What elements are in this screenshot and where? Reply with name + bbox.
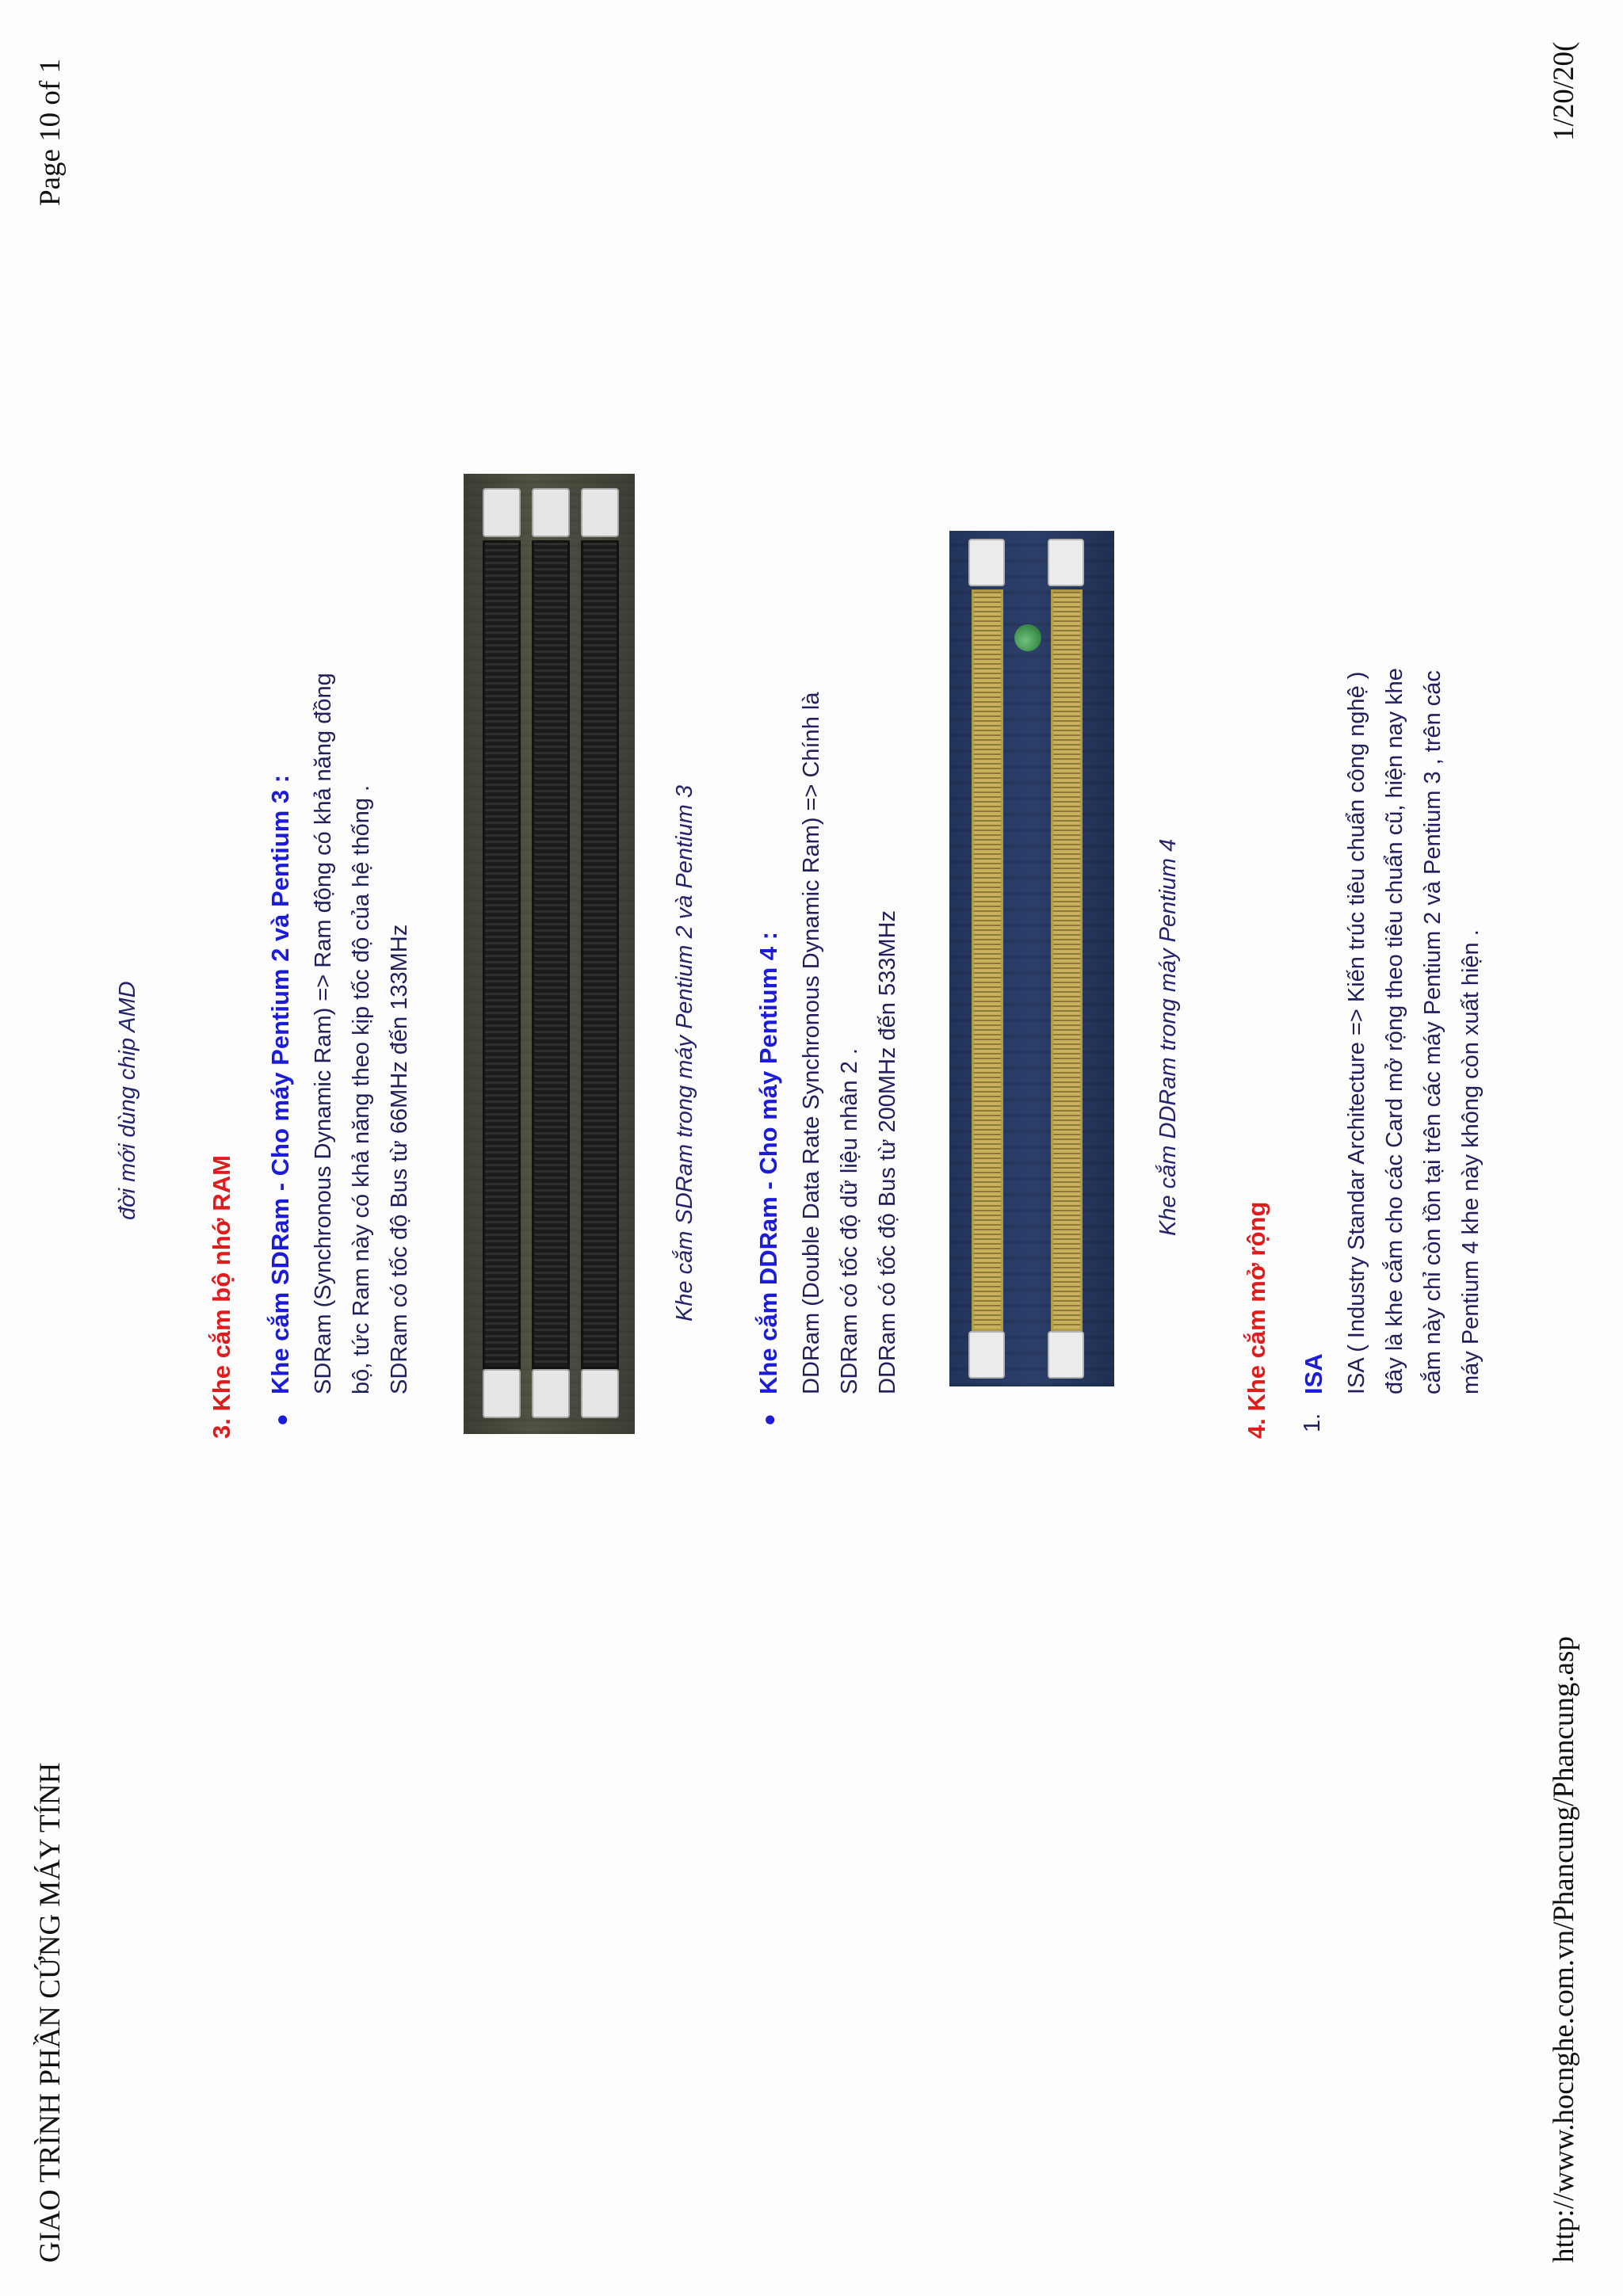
section-4-heading: 4. Khe cắm mở rộng — [1243, 1201, 1270, 1439]
ddram-line-1: DDRam (Double Data Rate Synchronous Dynamic Ram) => Chính là — [799, 692, 824, 1394]
slot-clip — [483, 488, 521, 537]
page-number: Page 10 of 1 — [34, 59, 67, 206]
ddram-line-3: DDRam có tốc độ Bus từ 200MHz đến 533MHz — [875, 910, 900, 1394]
isa-line-3: cắm này chỉ còn tồn tại trên các máy Pentium 2 và Pentium 3 , trên các — [1420, 670, 1445, 1394]
ddram-slot — [972, 589, 1003, 1331]
ddram-heading: Khe cắm DDRam - Cho máy Pentium 4 : — [754, 932, 782, 1394]
sdram-slot — [483, 540, 521, 1369]
isa-line-2: đây là khe cắm cho các Card mở rộng theo tiêu chuẩn cũ, hiện nay khe — [1382, 668, 1407, 1394]
ddram-line-2: SDRam có tốc độ dữ liệu nhân 2 . — [837, 1048, 862, 1394]
sdram-caption: Khe cắm SDRam trong máy Pentium 2 và Pentium 3 — [672, 785, 697, 1322]
ddram-slot — [1051, 589, 1083, 1331]
isa-line-4: máy Pentium 4 khe này không còn xuất hiện . — [1458, 929, 1484, 1394]
slot-clip — [1048, 1331, 1084, 1379]
sdram-bullet: ● — [269, 1413, 293, 1426]
slot-clip — [1048, 539, 1084, 586]
isa-heading: ISA — [1300, 1353, 1327, 1394]
footer-date: 1/20/20( — [1548, 41, 1580, 141]
isa-number: 1. — [1300, 1413, 1325, 1432]
slot-clip — [968, 1331, 1005, 1379]
ddram-caption: Khe cắm DDRam trong máy Pentium 4 — [1155, 838, 1181, 1236]
intro-caption: đời mới dùng chip AMD — [115, 981, 140, 1220]
document-title: GIAO TRÌNH PHẦN CỨNG MÁY TÍNH — [34, 1762, 67, 2263]
sdram-line-1: SDRam (Synchronous Dynamic Ram) => Ram động có khả năng đồng — [311, 673, 336, 1394]
sdram-slot — [532, 540, 570, 1369]
slot-clip — [968, 539, 1005, 586]
slot-clip — [581, 1369, 619, 1418]
sdram-line-2: bộ, tức Ram này có khả năng theo kịp tốc độ của hệ thống . — [349, 784, 374, 1394]
sdram-line-3: SDRam có tốc độ Bus từ 66MHz đến 133MHz — [387, 924, 412, 1394]
slot-clip — [483, 1369, 521, 1418]
footer-url[interactable]: http://www.hocnghe.com.vn/Phancung/Phancung.asp — [1548, 1636, 1580, 2263]
capacitor — [1014, 624, 1041, 651]
sdram-slots-image — [464, 474, 635, 1434]
slot-clip — [532, 488, 570, 537]
sdram-slot — [581, 540, 619, 1369]
slot-clip — [581, 488, 619, 537]
sdram-heading: Khe cắm SDRam - Cho máy Pentium 2 và Pentium 3 : — [266, 774, 294, 1394]
isa-line-1: ISA ( Industry Standar Architecture => Kiến trúc tiêu chuẩn công nghệ ) — [1344, 671, 1369, 1394]
ddram-bullet: ● — [757, 1413, 781, 1426]
ddram-slots-image — [949, 531, 1114, 1386]
section-3-heading: 3. Khe cắm bộ nhớ RAM — [208, 1155, 235, 1439]
slot-clip — [532, 1369, 570, 1418]
